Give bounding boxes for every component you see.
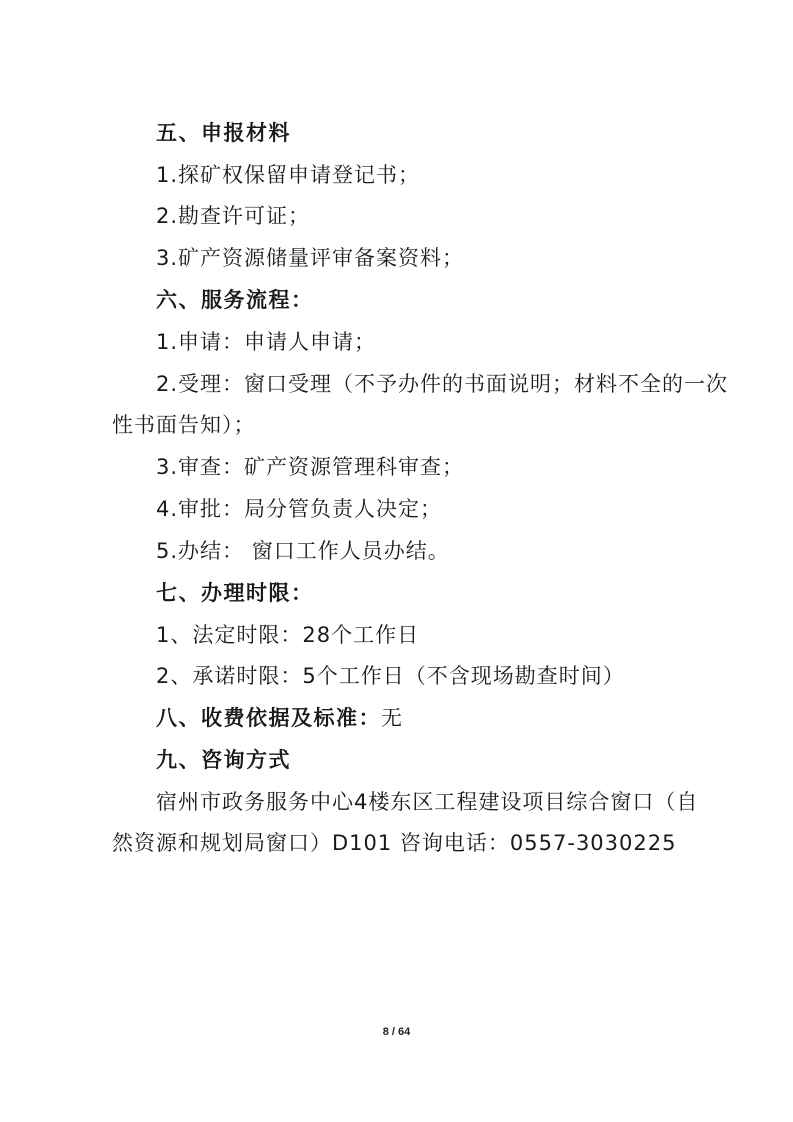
process-item: 1.申请：申请人申请； <box>156 330 377 354</box>
section-heading-materials: 五、申报材料 <box>156 121 291 145</box>
materials-item: 2.勘查许可证； <box>156 204 311 228</box>
materials-item: 3.矿产资源储量评审备案资料； <box>156 246 465 270</box>
section-heading-contact: 九、咨询方式 <box>156 748 291 772</box>
section-heading-process: 六、服务流程： <box>156 288 314 312</box>
time-limit-item: 1、法定时限：28个工作日 <box>156 623 420 647</box>
materials-item: 1.探矿权保留申请登记书； <box>156 163 421 187</box>
process-item: 3.审查：矿产资源管理科审查； <box>156 455 465 479</box>
contact-line: 宿州市政务服务中心4楼东区工程建设项目综合窗口（自 <box>156 790 699 814</box>
time-limit-item: 2、承诺时限：5个工作日（不含现场勘查时间） <box>156 664 625 688</box>
page-number: 8 / 64 <box>382 1026 411 1038</box>
section-heading-fees <box>156 703 404 733</box>
process-item: 5.办结： 窗口工作人员办结。 <box>156 539 450 563</box>
contact-line-continued: 然资源和规划局窗口）D101 咨询电话：0557-3030225 <box>112 831 677 855</box>
fees-heading-label: 八、收费依据及标准： <box>156 706 381 730</box>
fees-value: 无 <box>381 706 404 730</box>
process-item: 2.受理：窗口受理（不予办件的书面说明；材料不全的一次 <box>156 372 729 396</box>
process-item-continued: 性书面告知）； <box>112 413 256 437</box>
process-item: 4.审批：局分管负责人决定； <box>156 497 443 521</box>
section-heading-time-limit: 七、办理时限： <box>156 581 314 605</box>
